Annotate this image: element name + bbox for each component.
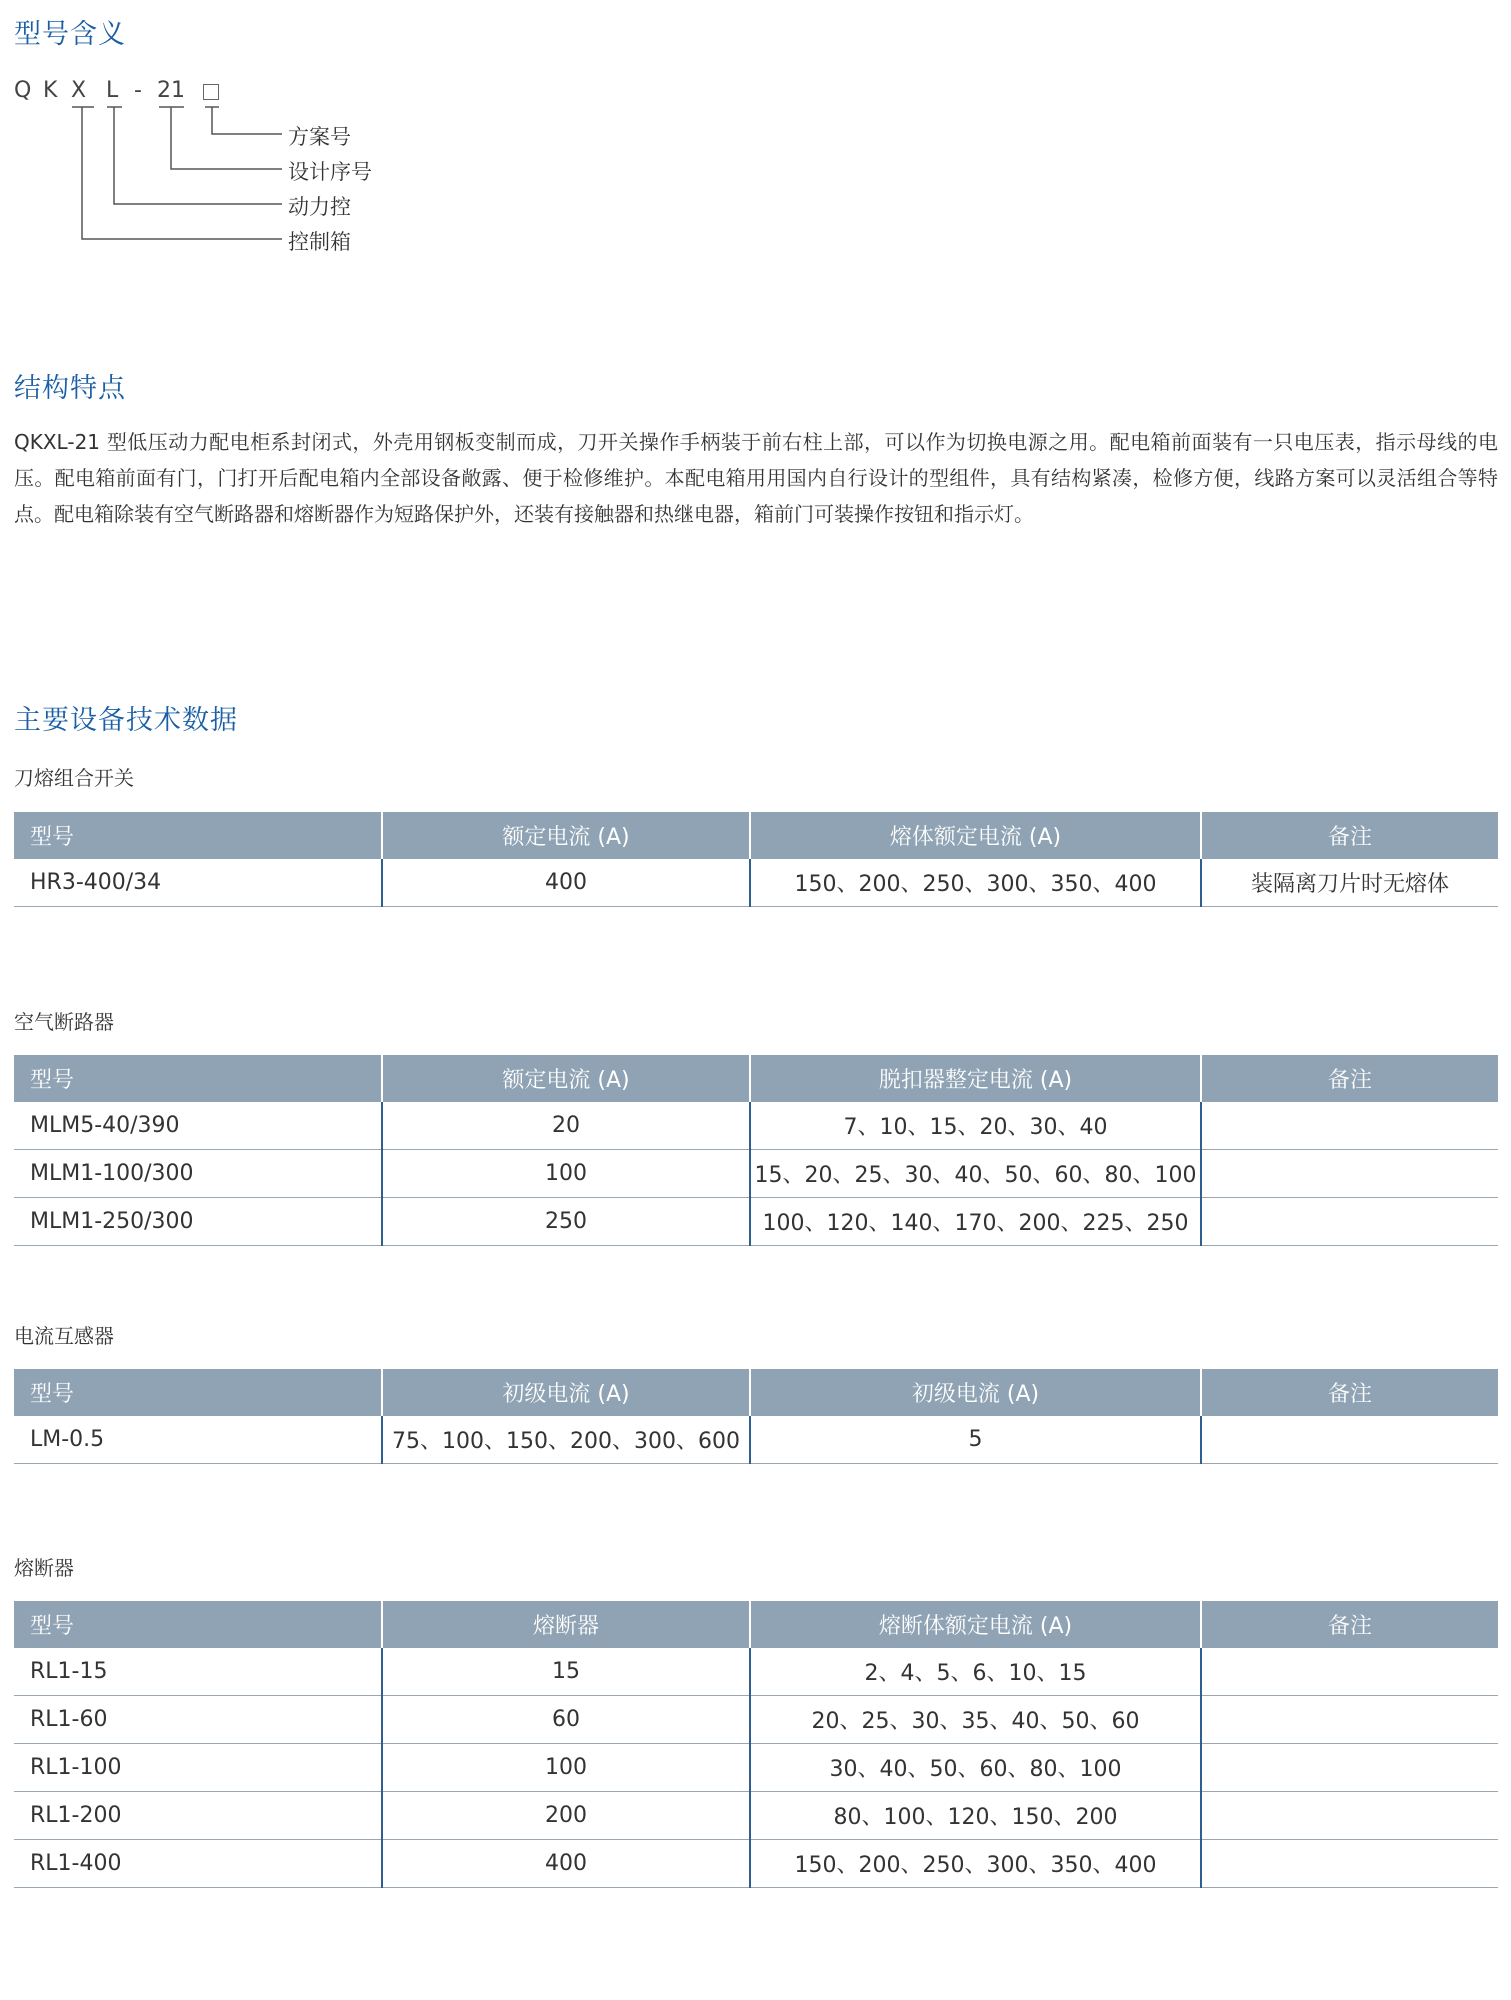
col-header-model: 型号	[14, 812, 382, 859]
table-caption-current-transformer: 电流互感器	[14, 1324, 114, 1348]
table-caption-air-breaker: 空气断路器	[14, 1010, 114, 1034]
cell-remarks	[1201, 1102, 1498, 1150]
cell: 60	[382, 1696, 750, 1744]
cell: 7、10、15、20、30、40	[750, 1102, 1201, 1150]
table-row	[14, 1744, 1498, 1792]
air-circuit-breaker-table	[14, 1055, 1498, 1246]
cell-remarks	[1201, 1416, 1498, 1464]
code-char-21: 21	[157, 78, 185, 103]
leader-power	[114, 107, 282, 204]
col-header-model: 型号	[14, 1369, 382, 1416]
tech-data-title: 主要设备技术数据	[14, 705, 238, 736]
cell-remarks	[1201, 1744, 1498, 1792]
cell-remarks	[1201, 1198, 1498, 1246]
col-header-model: 型号	[14, 1601, 382, 1648]
table-header-row	[14, 812, 1498, 859]
cell: 150、200、250、300、350、400	[750, 1840, 1201, 1888]
legend-power: 动力控	[288, 195, 351, 219]
cell-remarks	[1201, 1648, 1498, 1696]
cell: 30、40、50、60、80、100	[750, 1744, 1201, 1792]
table-row	[14, 1840, 1498, 1888]
table-caption-fuse: 熔断器	[14, 1556, 74, 1580]
cell-model: RL1-100	[14, 1744, 382, 1792]
cell-remarks	[1201, 1840, 1498, 1888]
col-header: 额定电流 (A)	[382, 1055, 750, 1102]
cell-model: MLM5-40/390	[14, 1102, 382, 1150]
cell: 100、120、140、170、200、225、250	[750, 1198, 1201, 1246]
cell: 20、25、30、35、40、50、60	[750, 1696, 1201, 1744]
cell-model: RL1-60	[14, 1696, 382, 1744]
cell-model: HR3-400/34	[14, 859, 382, 907]
table-row	[14, 1792, 1498, 1840]
cell-remarks: 装隔离刀片时无熔体	[1201, 859, 1498, 907]
leader-control	[82, 107, 282, 239]
cell: 100	[382, 1744, 750, 1792]
col-header: 熔断器	[382, 1601, 750, 1648]
table-header-row	[14, 1369, 1498, 1416]
col-header-remarks: 备注	[1201, 1055, 1498, 1102]
col-header: 脱扣器整定电流 (A)	[750, 1055, 1201, 1102]
table-row	[14, 859, 1498, 907]
table-header-row	[14, 1601, 1498, 1648]
cell: 15	[382, 1648, 750, 1696]
cell: 250	[382, 1198, 750, 1246]
cell: 200	[382, 1792, 750, 1840]
cell: 400	[382, 859, 750, 907]
table-row	[14, 1102, 1498, 1150]
cell-remarks	[1201, 1696, 1498, 1744]
cell: 5	[750, 1416, 1201, 1464]
cell: 20	[382, 1102, 750, 1150]
table-header-row	[14, 1055, 1498, 1102]
table-row	[14, 1416, 1498, 1464]
col-header-model: 型号	[14, 1055, 382, 1102]
cell: 15、20、25、30、40、50、60、80、100	[750, 1150, 1201, 1198]
table-row	[14, 1648, 1498, 1696]
model-legend-lines	[14, 0, 314, 250]
legend-design-serial: 设计序号	[288, 160, 372, 184]
cell-model: LM-0.5	[14, 1416, 382, 1464]
code-char-q: Q	[14, 78, 32, 103]
legend-control-box: 控制箱	[288, 230, 351, 254]
fuse-table	[14, 1601, 1498, 1888]
cell: 400	[382, 1840, 750, 1888]
col-header: 初级电流 (A)	[750, 1369, 1201, 1416]
cell: 80、100、120、150、200	[750, 1792, 1201, 1840]
col-header-remarks: 备注	[1201, 812, 1498, 859]
cell: 150、200、250、300、350、400	[750, 859, 1201, 907]
col-header: 额定电流 (A)	[382, 812, 750, 859]
col-header-remarks: 备注	[1201, 1601, 1498, 1648]
table-row	[14, 1150, 1498, 1198]
col-header-remarks: 备注	[1201, 1369, 1498, 1416]
cell-remarks	[1201, 1792, 1498, 1840]
table-caption-knife-fuse: 刀熔组合开关	[14, 766, 134, 790]
col-header: 初级电流 (A)	[382, 1369, 750, 1416]
cell: 75、100、150、200、300、600	[382, 1416, 750, 1464]
table-row	[14, 1198, 1498, 1246]
code-char-dash: -	[134, 78, 142, 103]
model-meaning-title: 型号含义	[14, 19, 126, 50]
code-char-l: L	[106, 78, 119, 103]
cell-model: RL1-200	[14, 1792, 382, 1840]
code-char-x: X	[71, 78, 87, 103]
code-char-k: K	[43, 78, 58, 103]
leader-design	[171, 107, 282, 169]
cell-model: RL1-15	[14, 1648, 382, 1696]
cell-model: RL1-400	[14, 1840, 382, 1888]
table-row	[14, 1696, 1498, 1744]
col-header: 熔体额定电流 (A)	[750, 812, 1201, 859]
structure-title: 结构特点	[14, 373, 126, 404]
cell: 2、4、5、6、10、15	[750, 1648, 1201, 1696]
cell-model: MLM1-100/300	[14, 1150, 382, 1198]
current-transformer-table	[14, 1369, 1498, 1464]
knife-fuse-switch-table	[14, 812, 1498, 907]
leader-scheme	[212, 107, 282, 134]
structure-paragraph: QKXL-21 型低压动力配电柜系封闭式，外壳用钢板变制而成，刀开关操作手柄装于前右柱上部，可以作为切换电源之用。配电箱前面装有一只电压表，指示母线的电压。配电箱前面有门，门打开后配电箱内全部设备敞露、便于检修维护。本配电箱用用国内自行设计的型组件，具有结构紧凑，检修方便，线路方案可以灵活组合等特点。配电箱除装有空气断路器和熔断器作为短路保护外，还装有接触器和热继电器，箱前门可装操作按钮和指示灯。	[14, 430, 1498, 526]
cell-remarks	[1201, 1150, 1498, 1198]
cell: 100	[382, 1150, 750, 1198]
legend-scheme: 方案号	[288, 125, 351, 149]
col-header: 熔断体额定电流 (A)	[750, 1601, 1201, 1648]
cell-model: MLM1-250/300	[14, 1198, 382, 1246]
